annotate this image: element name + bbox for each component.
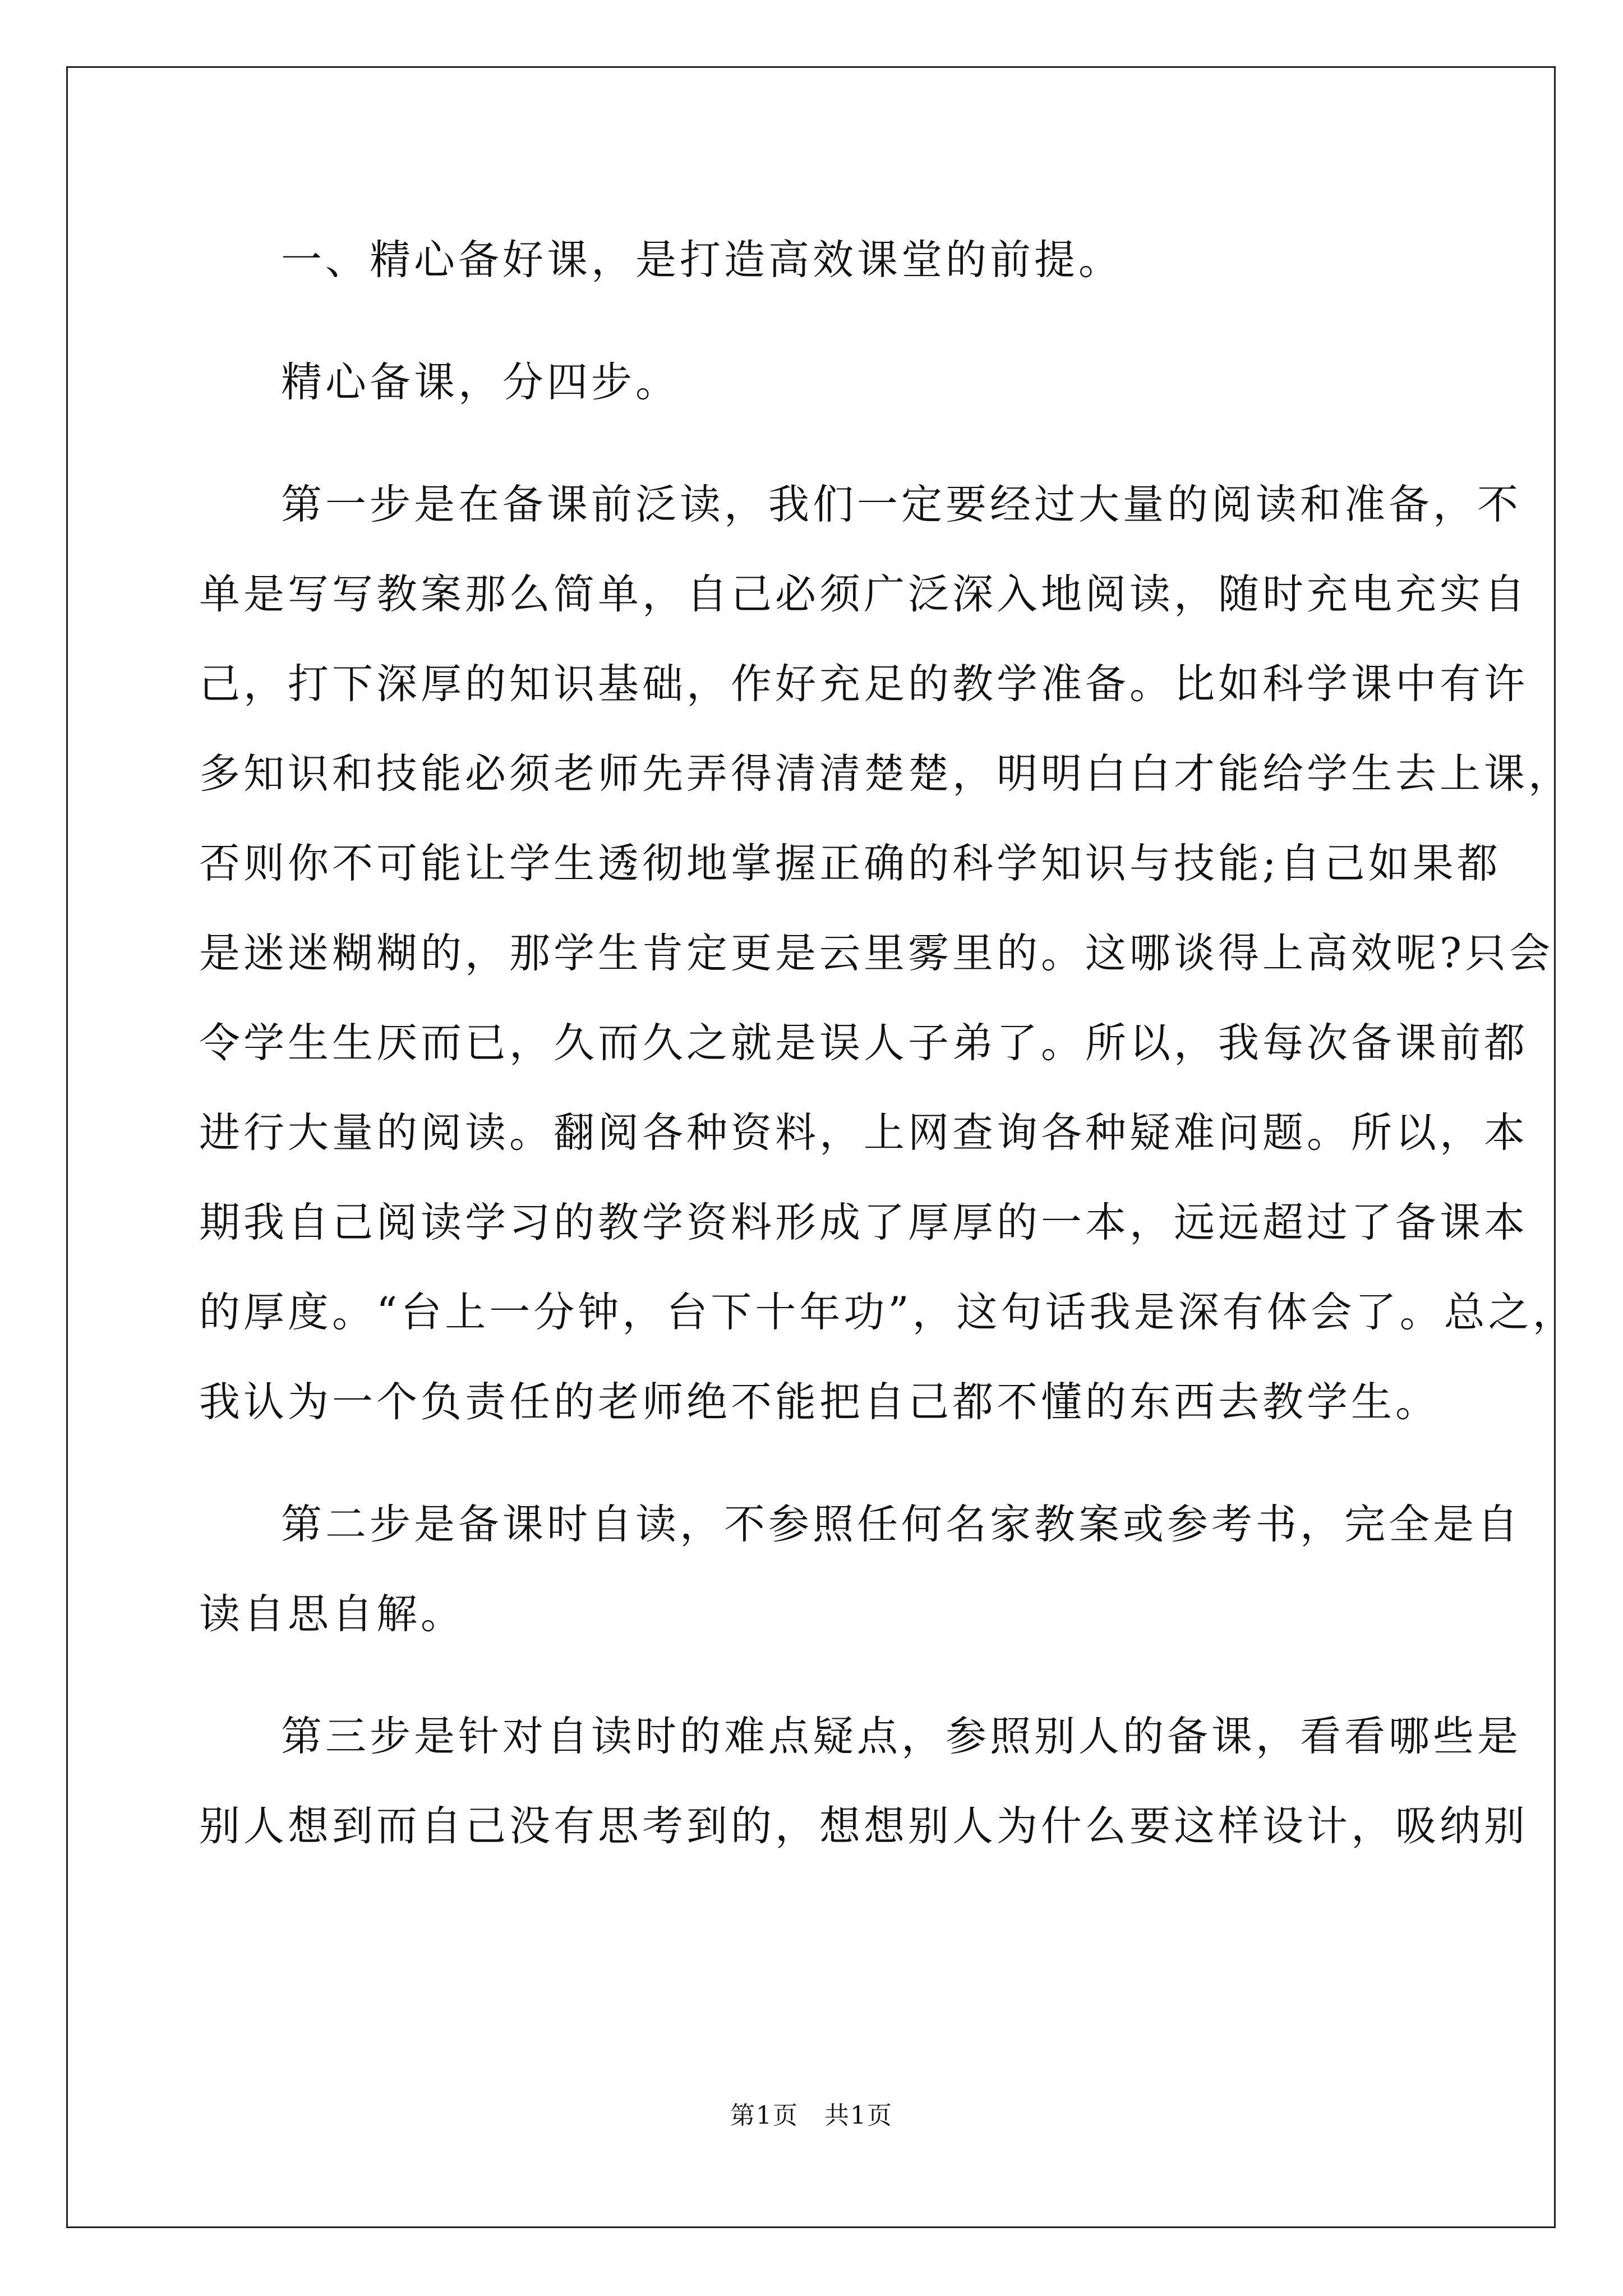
paragraph-heading [199, 215, 1424, 305]
text-line: 别人想到而自己没有思考到的，想想别人为什么要这样设计，吸纳别 [199, 1802, 1528, 1850]
text-line: 第二步是备课时自读，不参照任何名家教案或参考书，完全是自 [281, 1501, 1521, 1548]
paragraph-step-two [199, 1480, 1521, 1659]
paragraph-step-one [199, 460, 1577, 1447]
text-line: 第三步是针对自读时的难点疑点，参照别人的备课，看看哪些是 [281, 1713, 1521, 1760]
text-line: 第一步是在备课前泛读，我们一定要经过大量的阅读和准备，不 [281, 481, 1521, 528]
paragraph-step-three [199, 1692, 1528, 1871]
text-line: 令学生生厌而已，久而久之就是误人子弟了。所以，我每次备课前都 [199, 1019, 1528, 1067]
document-body [199, 215, 1577, 1904]
text-line: 读自思自解。 [199, 1590, 465, 1638]
text-line: 精心备课，分四步。 [281, 358, 680, 406]
text-line: 己，打下深厚的知识基础，作好充足的教学准备。比如科学课中有许 [199, 660, 1528, 708]
text-line: 的厚度。“台上一分钟，台下十年功”，这句话我是深有体会了。总之， [199, 1289, 1577, 1336]
text-line: 单是写写教案那么简单，自己必须广泛深入地阅读，随时充电充实自 [199, 570, 1528, 618]
text-line: 我认为一个负责任的老师绝不能把自己都不懂的东西去教学生。 [199, 1378, 1440, 1426]
text-line: 期我自己阅读学习的教学资料形成了厚厚的一本，远远超过了备课本 [199, 1199, 1528, 1246]
paragraph-intro [199, 338, 1424, 427]
text-line: 一、精心备好课，是打造高效课堂的前提。 [281, 236, 1123, 284]
text-line: 否则你不可能让学生透彻地掌握正确的科学知识与技能;自己如果都 [199, 840, 1501, 887]
text-line: 多知识和技能必须老师先弄得清清楚楚，明明白白才能给学生去上课， [199, 750, 1573, 798]
text-line: 是迷迷糊糊的，那学生肯定更是云里雾里的。这哪谈得上高效呢?只会 [199, 930, 1554, 977]
text-line: 进行大量的阅读。翻阅各种资料，上网查询各种疑难问题。所以，本 [199, 1109, 1528, 1157]
page-number-footer: 第1页 共1页 [730, 2101, 893, 2130]
